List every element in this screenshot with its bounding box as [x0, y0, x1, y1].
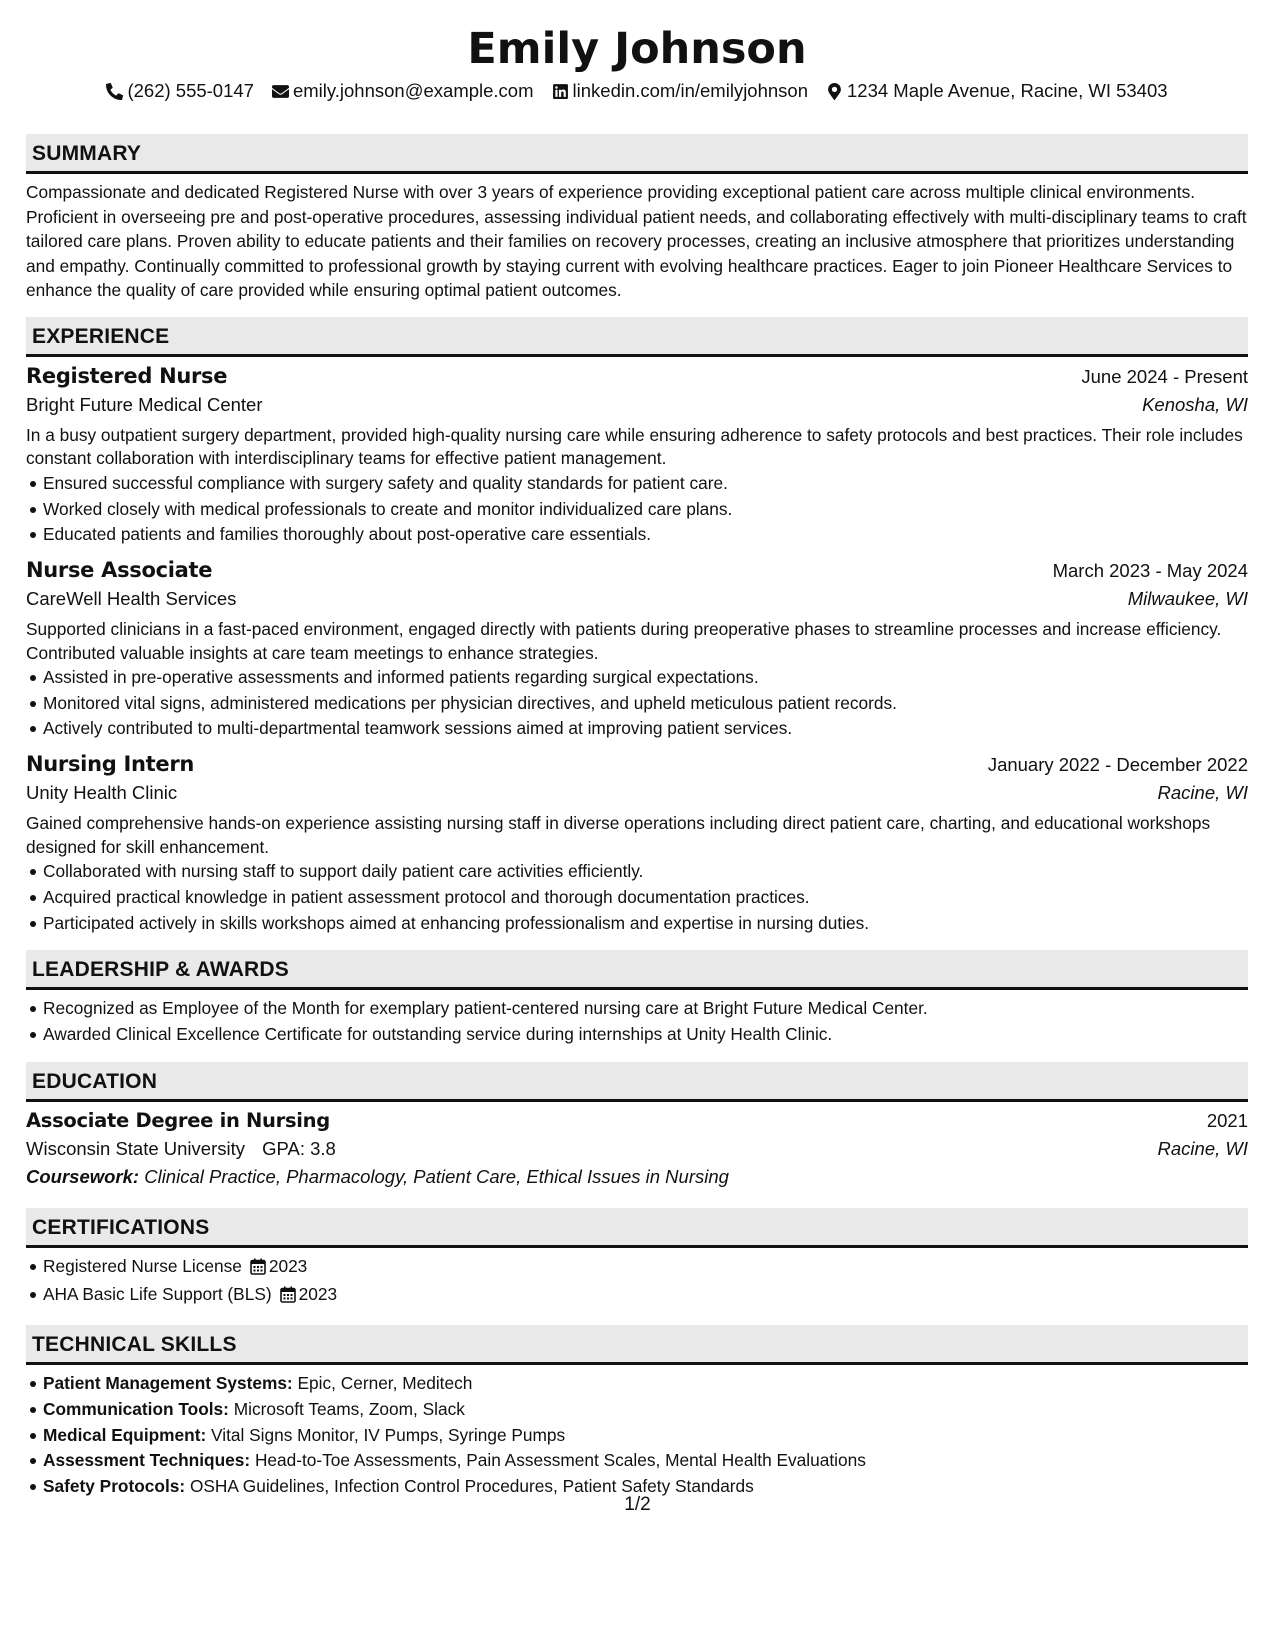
envelope-icon — [272, 83, 289, 100]
job-bullets — [26, 665, 1248, 742]
job-organization: Bright Future Medical Center — [26, 393, 263, 415]
list-item — [43, 1282, 1248, 1311]
skill-label: Medical Equipment: — [43, 1424, 207, 1445]
list-item: Ensured successful compliance with surgery safety and quality standards for patient care. — [43, 471, 1248, 497]
list-item: Participated actively in skills workshops aimed at enhancing professionalism and expertise in nursing duties. — [43, 911, 1248, 937]
education-section — [26, 1062, 1248, 1188]
leadership-heading: LEADERSHIP & AWARDS — [26, 950, 1248, 990]
job-entry — [26, 752, 1248, 936]
resume-page — [26, 22, 1248, 1500]
contact-address — [826, 80, 1168, 102]
certification-year: 2023 — [268, 1255, 308, 1276]
skill-value: Head-to-Toe Assessments, Pain Assessment Scales, Mental Health Evaluations — [254, 1450, 866, 1471]
list-item: Worked closely with medical professionals to create and monitor individualized care plans. — [43, 497, 1248, 523]
skills-section — [26, 1325, 1248, 1500]
contact-phone[interactable] — [106, 80, 254, 102]
email-text: emily.johnson@example.com — [292, 80, 534, 101]
phone-text: (262) 555-0147 — [127, 80, 254, 101]
calendar-icon — [250, 1257, 266, 1283]
coursework-list: Clinical Practice, Pharmacology, Patient Care, Ethical Issues in Nursing — [144, 1165, 729, 1187]
certifications-heading: CERTIFICATIONS — [26, 1208, 1248, 1248]
skills-list — [26, 1371, 1248, 1500]
education-heading: EDUCATION — [26, 1062, 1248, 1102]
graduation-year: 2021 — [1206, 1109, 1248, 1131]
gpa: GPA: 3.8 — [262, 1137, 336, 1159]
job-dates: June 2024 - Present — [1081, 365, 1248, 387]
job-bullets — [26, 859, 1248, 936]
job-entry — [26, 558, 1248, 742]
skill-label: Communication Tools: — [43, 1398, 229, 1419]
contact-linkedin[interactable] — [552, 80, 808, 102]
skill-label: Patient Management Systems: — [43, 1373, 293, 1394]
contact-bar — [26, 78, 1248, 104]
skill-label: Assessment Techniques: — [43, 1450, 251, 1471]
job-entry — [26, 364, 1248, 548]
certification-name: AHA Basic Life Support (BLS) — [43, 1284, 272, 1305]
job-organization: Unity Health Clinic — [26, 782, 178, 804]
job-title: Nurse Associate — [26, 558, 213, 583]
job-title: Registered Nurse — [26, 363, 228, 388]
degree-title: Associate Degree in Nursing — [26, 1108, 330, 1132]
job-description: Gained comprehensive hands-on experience assisting nursing staff in diverse operations including direct patient care, charting, and educational workshops designed for skill enhancement. — [26, 813, 1211, 857]
list-item — [43, 1254, 1248, 1283]
list-item: Assisted in pre-operative assessments and informed patients regarding surgical expectations. — [43, 665, 1248, 691]
list-item — [43, 1397, 1248, 1423]
linkedin-text: linkedin.com/in/emilyjohnson — [572, 80, 808, 101]
job-location: Racine, WI — [1157, 782, 1248, 804]
contact-email[interactable] — [272, 80, 534, 102]
job-description: In a busy outpatient surgery department, provided high-quality nursing care while ensuring adherence to safety protocols and best practices. Their role includes constant collaboration with interdisciplinary teams for effective patient management. — [26, 424, 1243, 469]
job-dates: January 2022 - December 2022 — [987, 754, 1248, 776]
skill-label: Safety Protocols: — [43, 1475, 186, 1496]
list-item: Monitored vital signs, administered medications per physician directives, and upheld meticulous patient records. — [43, 691, 1248, 717]
summary-text: Compassionate and dedicated Registered Nurse with over 3 years of experience providing exceptional patient care across multiple clinical environments. Proficient in overseeing pre and post-operative procedures, assessing individual patient needs, and collaborating effectively with multi-disciplinary teams to craft tailored care plans. Proven ability to educate patients and their families on recovery processes, creating an inclusive atmosphere that prioritizes understanding and empathy. Continually committed to professional growth by staying current with evolving healthcare practices. Eager to join Pioneer Healthcare Services to enhance the quality of care provided while ensuring optimal patient outcomes. — [26, 182, 1247, 301]
map-marker-icon — [826, 83, 843, 100]
calendar-icon — [280, 1285, 296, 1311]
skill-value: OSHA Guidelines, Infection Control Procedures, Patient Safety Standards — [189, 1475, 754, 1496]
list-item: Acquired practical knowledge in patient assessment protocol and thorough documentation practices. — [43, 885, 1248, 911]
job-dates: March 2023 - May 2024 — [1052, 560, 1248, 582]
address-text: 1234 Maple Avenue, Racine, WI 53403 — [847, 80, 1168, 101]
job-location: Milwaukee, WI — [1127, 588, 1248, 610]
skill-value: Vital Signs Monitor, IV Pumps, Syringe Pumps — [211, 1424, 566, 1445]
job-description: Supported clinicians in a fast-paced environment, engaged directly with patients during preoperative phases to streamline processes and increase efficiency. Contributed valuable insights at care team meetings to enhance strategies. — [26, 619, 1222, 663]
coursework — [26, 1166, 1248, 1188]
phone-icon — [106, 83, 123, 100]
skill-value: Epic, Cerner, Meditech — [297, 1373, 473, 1394]
school-location: Racine, WI — [1157, 1137, 1248, 1159]
list-item: Collaborated with nursing staff to support daily patient care activities efficiently. — [43, 859, 1248, 885]
list-item — [43, 1371, 1248, 1397]
summary-section — [26, 134, 1248, 303]
list-item: Awarded Clinical Excellence Certificate for outstanding service during internships at Unity Health Clinic. — [43, 1022, 1248, 1048]
coursework-label: Coursework: — [26, 1165, 140, 1187]
experience-section — [26, 317, 1248, 936]
job-title: Nursing Intern — [26, 752, 195, 777]
experience-heading: EXPERIENCE — [26, 317, 1248, 357]
linkedin-icon — [552, 83, 569, 100]
school-name: Wisconsin State University — [26, 1137, 245, 1159]
certifications-section — [26, 1208, 1248, 1311]
leadership-list — [26, 996, 1248, 1047]
certification-name: Registered Nurse License — [43, 1255, 242, 1276]
job-location: Kenosha, WI — [1142, 393, 1248, 415]
job-bullets — [26, 471, 1248, 548]
leadership-section — [26, 950, 1248, 1047]
page-number: 1/2 — [624, 1494, 651, 1515]
summary-heading: SUMMARY — [26, 134, 1248, 174]
list-item: Recognized as Employee of the Month for exemplary patient-centered nursing care at Bright Future Medical Center. — [43, 996, 1248, 1022]
skills-heading: TECHNICAL SKILLS — [26, 1325, 1248, 1365]
certification-year: 2023 — [298, 1284, 338, 1305]
job-organization: CareWell Health Services — [26, 588, 237, 610]
list-item: Actively contributed to multi-departmental teamwork sessions aimed at improving patient services. — [43, 716, 1248, 742]
certifications-list — [26, 1254, 1248, 1311]
skill-value: Microsoft Teams, Zoom, Slack — [233, 1398, 465, 1419]
list-item — [43, 1423, 1248, 1449]
candidate-name: Emily Johnson — [467, 24, 807, 74]
list-item — [43, 1448, 1248, 1474]
list-item: Educated patients and families thoroughly about post-operative care essentials. — [43, 522, 1248, 548]
